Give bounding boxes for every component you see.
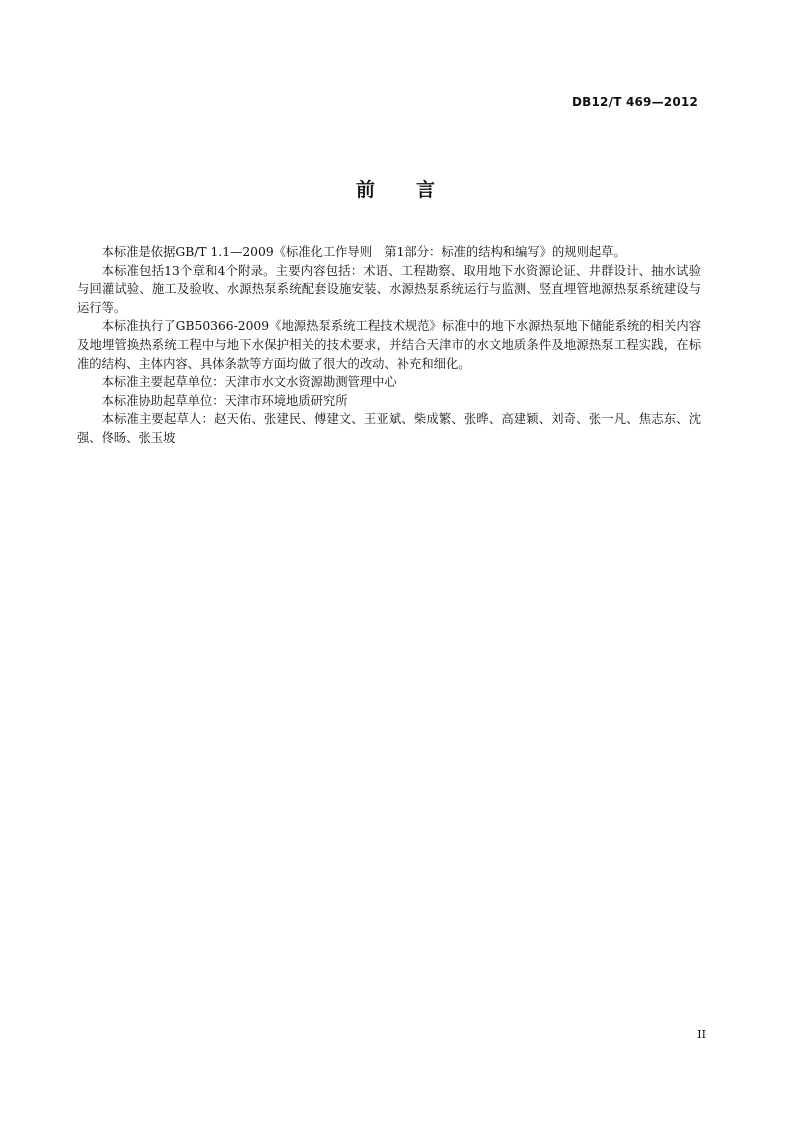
paragraph-drafters: 本标准主要起草人：赵天佑、张建民、傅建文、王亚斌、柴成繁、张晔、高建颖、刘奇、张一凡、焦志东、沈强、佟旸、张玉坡: [77, 412, 701, 445]
paragraph-main-drafting-unit: 本标准主要起草单位：天津市水文水资源勘测管理中心: [101, 375, 397, 390]
foreword-body: [77, 243, 701, 448]
standard-number: DB12/T 469—2012: [572, 95, 698, 109]
page-number: II: [697, 1028, 706, 1041]
paragraph-contents: 本标准包括13个章和4个附录。主要内容包括：术语、工程勘察、取用地下水资源论证、井群设计、抽水试验与回灌试验、施工及验收、水源热泵系统配套设施安装、水源热泵系统运行与监测、竖直埋管地源热泵系统建设与运行等。: [77, 263, 701, 315]
paragraph-assisting-unit: 本标准协助起草单位：天津市环境地质研究所: [101, 393, 348, 408]
page-title: 前 言: [355, 179, 436, 201]
paragraph-referenced-standard: 本标准执行了GB50366-2009《地源热泵系统工程技术规范》标准中的地下水源热泵地下储能系统的相关内容及地埋管换热系统工程中与地下水保护相关的技术要求，并结合天津市的水文地质条件及地源热泵工程实践，在标准的结构、主体内容、具体条款等方面均做了很大的改动、补充和细化。: [77, 319, 701, 371]
paragraph-drafting-rules: 本标准是依据GB/T 1.1—2009《标准化工作导则 第1部分：标准的结构和编写》的规则起草。: [101, 245, 626, 259]
